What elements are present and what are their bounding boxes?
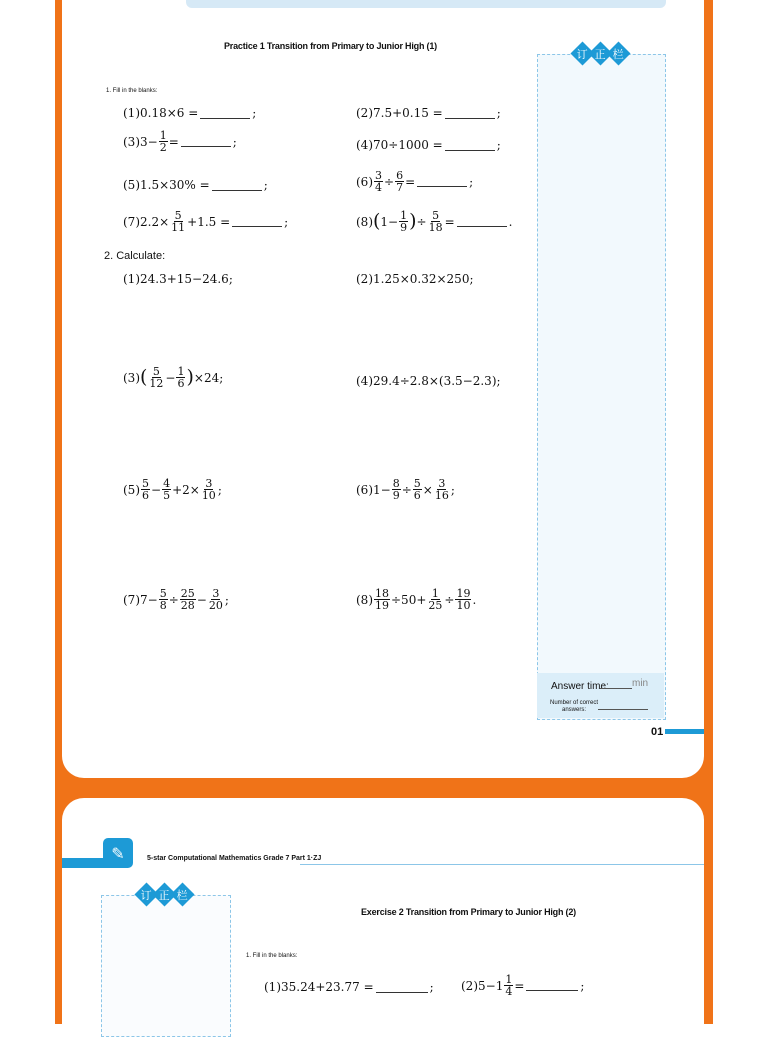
fraction: $\frac{1}{25}$ — [428, 587, 443, 612]
item-number: (7) — [123, 214, 140, 229]
item-post: ×24; — [193, 370, 224, 385]
section2-label: 2. Calculate: — [104, 250, 166, 262]
calc-item-4 — [356, 374, 501, 388]
answer-blank[interactable] — [445, 108, 495, 119]
item-pre: 3− — [140, 134, 158, 149]
item-post: +1.5 = — [187, 214, 231, 229]
item-number: (5) — [123, 178, 140, 192]
fill-item-4 — [356, 138, 501, 152]
item-post: ; — [450, 482, 455, 497]
answer-blank[interactable] — [376, 982, 428, 993]
answer-blank[interactable] — [200, 108, 250, 119]
item-pre: 1− — [373, 482, 391, 497]
item-number: (3) — [123, 370, 140, 385]
page-number: 01 — [651, 726, 664, 738]
answer-blank[interactable] — [445, 140, 495, 151]
item-op: ÷ — [401, 482, 412, 497]
fraction: $\frac{1}{2}$ — [159, 129, 167, 154]
fraction: $\frac{5}{6}$ — [142, 477, 149, 502]
item-number: (2) — [356, 106, 373, 120]
item-end: ; — [469, 174, 474, 189]
fraction: $\frac{5}{11}$ — [171, 209, 186, 234]
answer-time-label: Answer time: — [551, 681, 609, 692]
item-expression: 7.5+0.15 = — [373, 106, 443, 120]
item-number: (1) — [123, 106, 140, 120]
fraction: $\frac{25}{28}$ — [180, 587, 195, 612]
item-number: (1) — [264, 980, 281, 994]
item-number: (5) — [123, 482, 140, 497]
fill-item-3 — [123, 130, 237, 153]
fraction: $\frac{3}{4}$ — [375, 169, 382, 194]
item-number: (2) — [461, 978, 478, 993]
item-end: ; — [252, 106, 257, 120]
page-title: Practice 1 Transition from Primary to Junior High (1) — [224, 41, 437, 51]
fraction: $\frac{18}{19}$ — [375, 587, 389, 612]
correction-badge-2 — [138, 886, 191, 903]
item-number: (3) — [123, 134, 140, 149]
fraction: $\frac{3}{20}$ — [208, 587, 223, 612]
p2-fill-item-1 — [264, 980, 434, 994]
correct-answers-blank[interactable] — [598, 709, 648, 710]
calc-item-1 — [123, 272, 233, 286]
calc-item-5 — [123, 478, 222, 501]
fraction: $\frac{1}{6}$ — [177, 365, 185, 390]
fill-item-8 — [356, 210, 513, 233]
item-pre: 5−1 — [478, 978, 504, 993]
item-op: − — [165, 370, 176, 385]
calc-item-3 — [123, 366, 223, 389]
item-mid: +2× — [172, 482, 200, 497]
answer-time-unit: min — [632, 678, 649, 689]
item-op2: ÷ — [444, 592, 455, 607]
item-end: ; — [284, 214, 289, 229]
badge-char-1: 订 — [577, 47, 588, 61]
fraction: $\frac{5}{12}$ — [149, 365, 164, 390]
paren-close: ) — [409, 210, 417, 232]
item-end: ; — [429, 980, 434, 994]
badge-char-1: 订 — [141, 888, 152, 902]
badge-char-2: 正 — [159, 888, 170, 902]
item-number: (6) — [356, 174, 373, 189]
item-number: (6) — [356, 482, 373, 497]
answer-blank[interactable] — [181, 136, 231, 147]
item-number: (8) — [356, 214, 373, 229]
badge-char-3: 栏 — [177, 888, 188, 902]
item-op: ÷ — [416, 214, 427, 229]
badge-char-3: 栏 — [613, 47, 624, 61]
item-pre: 2.2× — [140, 214, 170, 229]
fraction: $\frac{5}{18}$ — [428, 209, 443, 234]
fraction: $\frac{4}{5}$ — [163, 477, 171, 502]
page2-section1-label: 1. Fill in the blanks: — [246, 953, 298, 959]
fraction: $\frac{1}{4}$ — [505, 973, 513, 998]
item-number: (4) — [356, 374, 373, 388]
item-number: (4) — [356, 138, 373, 152]
book-header: 5-star Computational Mathematics Grade 7 Part 1·ZJ — [147, 855, 322, 862]
item-post: = — [405, 174, 416, 189]
fill-item-6 — [356, 170, 473, 193]
fraction: $\frac{6}{7}$ — [396, 169, 404, 194]
fraction: $\frac{3}{10}$ — [201, 477, 216, 502]
item-expression: 70÷1000 = — [373, 138, 443, 152]
item-expression: 29.4÷2.8×(3.5−2.3); — [373, 374, 501, 388]
item-number: (8) — [356, 592, 373, 607]
item-post: = — [444, 214, 455, 229]
correct-answers-label: Number of correct answers: — [549, 700, 598, 713]
item-number: (2) — [356, 272, 373, 286]
item-number: (1) — [123, 272, 140, 286]
item-end: ; — [263, 178, 268, 192]
badge-char-2: 正 — [595, 47, 606, 61]
item-expression: 1.5×30% = — [140, 178, 210, 192]
fraction: $\frac{19}{10}$ — [456, 587, 471, 612]
item-end: ; — [496, 106, 501, 120]
item-post: . — [472, 592, 477, 607]
item-expression: 24.3+15−24.6; — [140, 272, 233, 286]
item-end: ; — [580, 978, 585, 993]
item-op: ÷ — [384, 174, 395, 189]
answer-blank[interactable] — [417, 176, 467, 187]
p2-fill-item-2 — [461, 974, 584, 997]
paren-close: ) — [186, 366, 194, 388]
calc-item-6 — [356, 478, 455, 501]
item-expression: 0.18×6 = — [140, 106, 199, 120]
answer-blank[interactable] — [232, 216, 282, 227]
item-end: . — [508, 214, 513, 229]
item-expression: 1.25×0.32×250; — [373, 272, 474, 286]
page-number-rule — [665, 729, 704, 734]
paren-open: ( — [140, 366, 148, 388]
answer-time-blank[interactable] — [600, 688, 632, 689]
fill-item-1 — [123, 106, 256, 120]
calc-item-7 — [123, 588, 229, 611]
item-post: = — [168, 134, 179, 149]
answer-blank[interactable] — [526, 980, 578, 991]
item-post: = — [514, 978, 525, 993]
item-post: ; — [224, 592, 229, 607]
item-pre: 7− — [140, 592, 158, 607]
correction-badge — [574, 45, 627, 62]
page2-title: Exercise 2 Transition from Primary to Junior High (2) — [361, 907, 576, 917]
fraction: $\frac{3}{16}$ — [434, 477, 449, 502]
item-op2: − — [196, 592, 207, 607]
correction-column-2 — [101, 895, 231, 1037]
item-end: ; — [232, 134, 237, 149]
calc-item-2 — [356, 272, 474, 286]
item-op: ÷ — [168, 592, 179, 607]
fill-item-5 — [123, 178, 268, 192]
item-op: − — [151, 482, 162, 497]
fill-item-7 — [123, 210, 288, 233]
book-icon: ✎ — [103, 838, 133, 868]
item-number: (7) — [123, 592, 140, 607]
fraction: $\frac{5}{6}$ — [413, 477, 421, 502]
calc-item-8 — [356, 588, 476, 611]
item-op2: × — [422, 482, 433, 497]
fraction: $\frac{1}{9}$ — [400, 209, 408, 234]
answer-blank[interactable] — [212, 180, 262, 191]
section1-label: 1. Fill in the blanks: — [106, 88, 158, 94]
item-end: ; — [496, 138, 501, 152]
correction-column — [537, 54, 666, 720]
paren-open: ( — [373, 210, 381, 232]
header-rule — [300, 864, 704, 865]
fraction: $\frac{8}{9}$ — [392, 477, 400, 502]
item-expression: 35.24+23.77 = — [281, 980, 374, 994]
fraction: $\frac{5}{8}$ — [159, 587, 167, 612]
top-banner — [186, 0, 666, 8]
fill-item-2 — [356, 106, 501, 120]
item-op: ÷50+ — [391, 592, 427, 607]
answer-blank[interactable] — [457, 216, 507, 227]
item-pre: 1− — [380, 214, 399, 229]
item-post: ; — [217, 482, 222, 497]
